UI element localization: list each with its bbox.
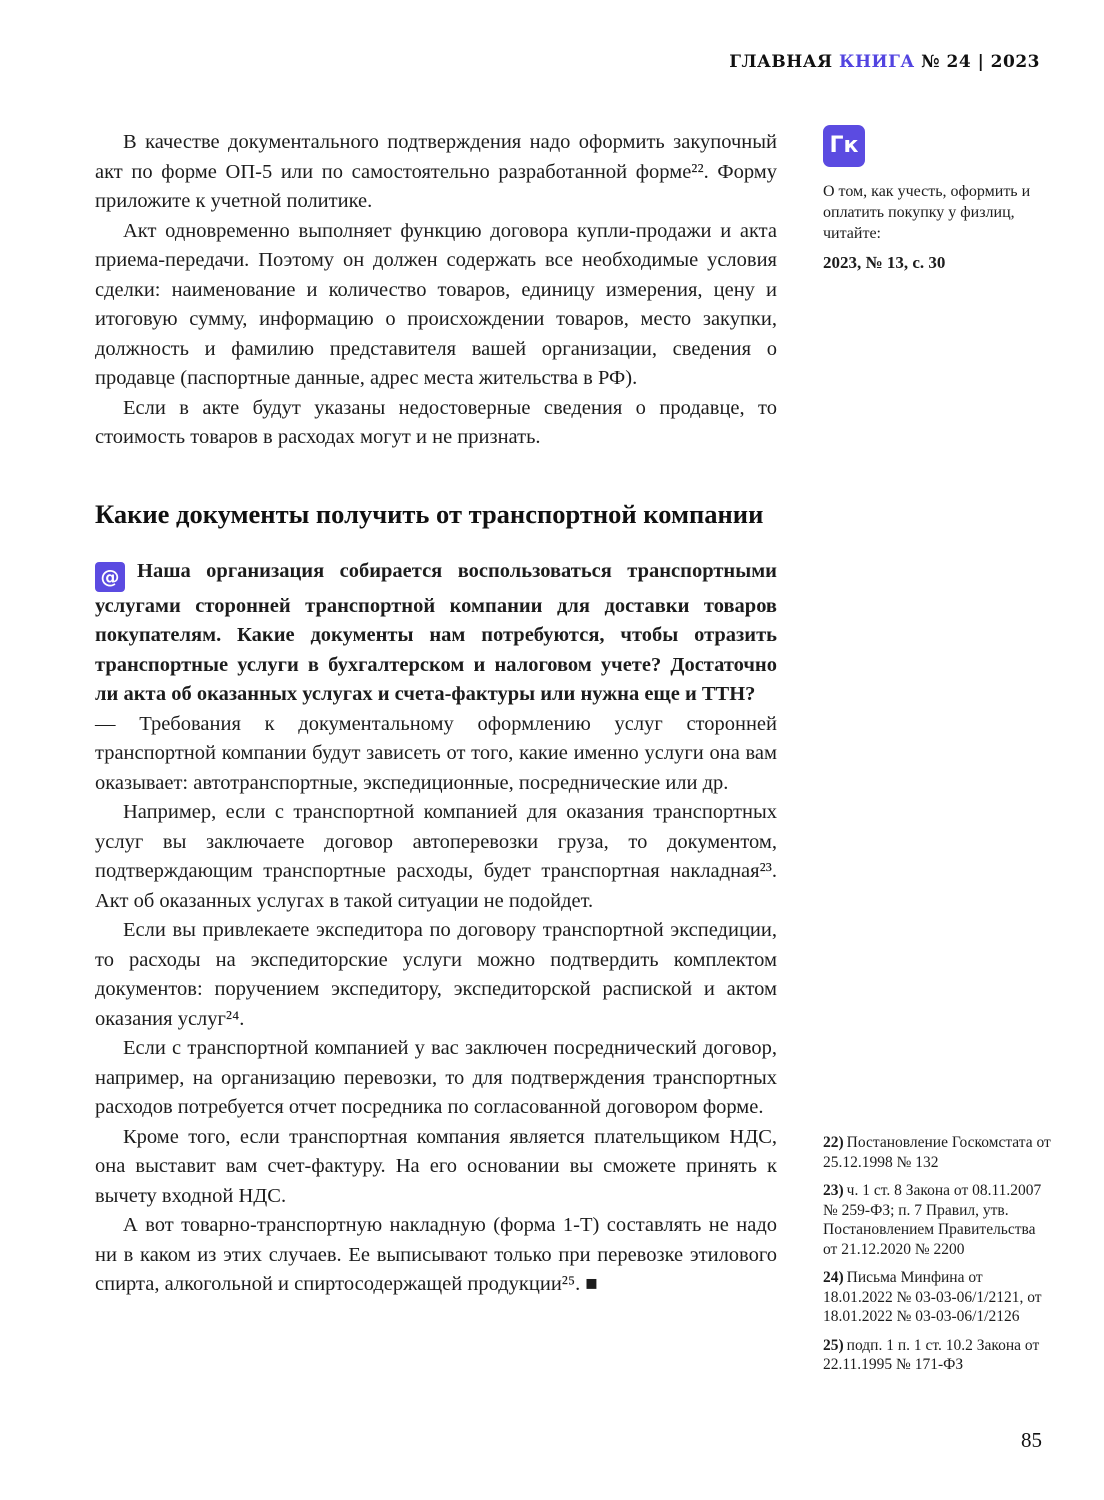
magazine-title-accent: КНИГА — [839, 52, 915, 72]
footnotes-block — [823, 1133, 1051, 1384]
article-body — [95, 128, 777, 1300]
section-heading: Какие документы получить от транспортной компании — [95, 498, 764, 529]
at-icon: @ — [95, 562, 125, 592]
answer-paragraph: — Требования к документальному оформлению услуг сторонней транспортной компании будут зависеть от того, какие именно услуги она вам оказывает: автотранспортные, экспедиционные, посреднические или др. — [95, 712, 777, 794]
body-paragraph: В качестве документального подтверждения надо оформить закупочный акт по форме ОП-5 или по самостоятельно разработанной форме²². Форму приложите к учетной политике. — [95, 131, 777, 212]
reader-question — [95, 557, 777, 710]
footnote — [823, 1268, 1051, 1327]
footnote-number: 24) — [823, 1269, 844, 1286]
magazine-title-black: ГЛАВНАЯ — [729, 52, 833, 72]
answer-paragraph: Кроме того, если транспортная компания является плательщиком НДС, она выставит вам счет-фактуру. На его основании вы сможете принять к вычету входной НДС. — [95, 1125, 777, 1207]
footnote-number: 25) — [823, 1336, 844, 1354]
footnote-text: Письма Минфина от 18.01.2022 № 03-03-06/1/2121, от 18.01.2022 № 03-03-06/1/2126 — [823, 1269, 1042, 1325]
footnote-text: Постановление Госкомстата от 25.12.1998 № 132 — [823, 1134, 1051, 1171]
footnote-text: ч. 1 ст. 8 Закона от 08.11.2007 № 259-ФЗ; п. 7 Правил, утв. Постановлением Правительства от 21.12.2020 № 2200 — [823, 1182, 1042, 1258]
page-number: 85 — [1021, 1428, 1042, 1452]
answer-paragraph: Если вы привлекаете экспедитора по договору транспортной экспедиции, то расходы на экспедиторские услуги можно подтвердить комплектом документов: поручением экспедитору, экспедиторской распиской и актом оказания услуг²⁴. — [95, 919, 777, 1030]
sidebar-note — [823, 125, 1045, 273]
footnote-number: 23) — [823, 1182, 844, 1199]
footnote — [823, 1336, 1051, 1375]
answer-paragraph: Если с транспортной компанией у вас заключен посреднический договор, например, на организацию перевозки, то для подтверждения транспортных расходов потребуется отчет посредника по согласованной договором форме. — [95, 1037, 777, 1118]
body-paragraph: Если в акте будут указаны недостоверные сведения о продавце, то стоимость товаров в расходах могут и не признать. — [95, 396, 777, 448]
page-header — [729, 52, 1040, 72]
question-text: Наша организация собирается воспользоваться транспортными услугами сторонней транспортной компании для доставки товаров покупателям. Какие документы нам потребуются, чтобы отразить транспортные услуги в бухгалтерском и налоговом учете? Достаточно ли акта об оказанных услугах и счета-фактуры или нужна еще и ТТН? — [95, 559, 777, 705]
footnote — [823, 1133, 1051, 1172]
answer-paragraph: А вот товарно-транспортную накладную (форма 1-Т) составлять не надо ни в каком из этих случаев. Ее выписывают только при перевозке этилового спирта, алкогольной и спиртосодержащей продукции²⁵. ■ — [95, 1214, 777, 1295]
gk-logo-icon: Гк — [823, 125, 865, 167]
footnote-number: 22) — [823, 1134, 844, 1151]
footnote — [823, 1181, 1051, 1259]
answer-paragraph: Например, если с транспортной компанией для оказания транспортных услуг вы заключаете договор автоперевозки груза, то документом, подтверждающим транспортные расходы, будет транспортная накладная²³. Акт об оказанных услугах в такой ситуации не подойдет. — [95, 801, 777, 912]
issue-info: № 24 | 2023 — [921, 52, 1040, 72]
body-paragraph: Акт одновременно выполняет функцию договора купли-продажи и акта приема-передачи. Поэтому он должен содержать все необходимые условия сделки: наименование и количество товаров, единицу измерения, цену и итоговую сумму, информацию о происхождении товаров, место закупки, должность и фамилию представителя вашей организации, сведения о продавце (паспортные данные, адрес места жительства в РФ). — [95, 219, 777, 389]
sidebar-note-reference: 2023, № 13, с. 30 — [823, 253, 946, 272]
footnote-text: подп. 1 п. 1 ст. 10.2 Закона от 22.11.1995 № 171-ФЗ — [823, 1336, 1040, 1373]
sidebar-note-text: О том, как учесть, оформить и оплатить покупку у физлиц, читайте: — [823, 183, 1031, 242]
